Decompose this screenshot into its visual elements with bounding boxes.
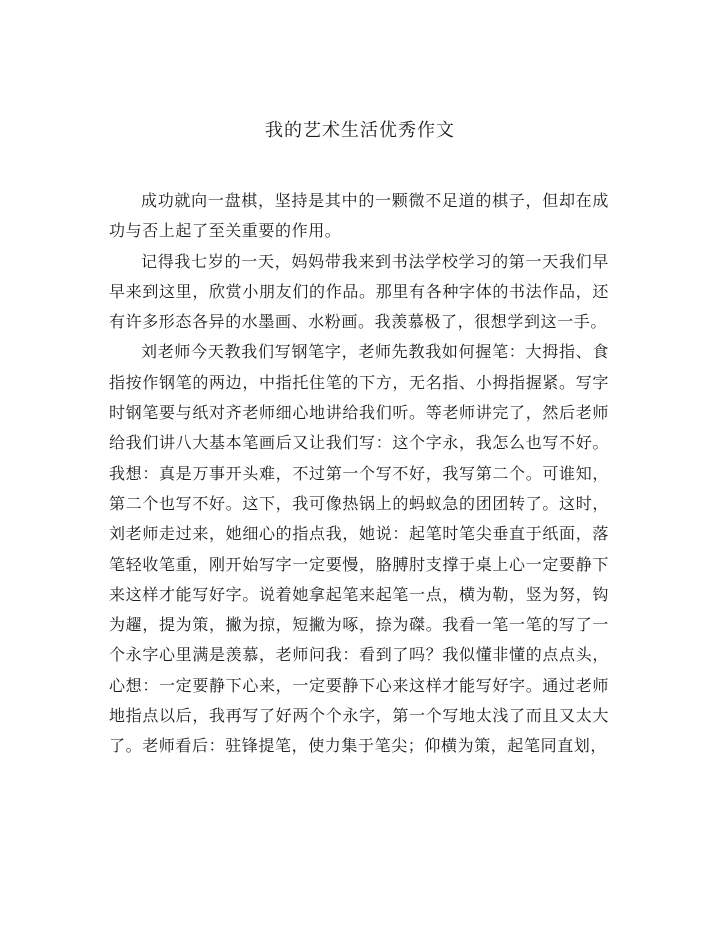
document-body xyxy=(109,186,609,762)
paragraph-2: 记得我七岁的一天，妈妈带我来到书法学校学习的第一天我们早早来到这里，欣赏小朋友们的作品。那里有各种字体的书法作品，还有许多形态各异的水墨画、水粉画。我羡慕极了，很想学到这一手。 xyxy=(109,251,609,332)
paragraph-3: 刘老师今天教我们写钢笔字，老师先教我如何握笔：大拇指、食指按作钢笔的两边，中指托住笔的下方，无名指、小拇指握紧。写字时钢笔要与纸对齐老师细心地讲给我们听。等老师讲完了，然后老师给我们讲八大基本笔画后又让我们写：这个字永，我怎么也写不好。我想：真是万事开头难，不过第一个写不好，我写第二个。可谁知，第二个也写不好。这下，我可像热锅上的蚂蚁急的团团转了。这时，刘老师走过来，她细心的指点我，她说：起笔时笔尖垂直于纸面，落笔轻收笔重，刚开始写字一定要慢，胳膊肘支撑于桌上心一定要静下来这样才能写好字。说着她拿起笔来起笔一点，横为勒，竖为努，钩为趯，提为策，撇为掠，短撇为啄，捺为磔。我看一笔一笔的写了一个永字心里满是羡慕，老师问我：看到了吗？我似懂非懂的点点头，心想：一定要静下心来，一定要静下心来这样才能写好字。通过老师地指点以后，我再写了好两个个永字，第一个写地太浅了而且又太大了。老师看后：驻锋提笔，使力集于笔尖；仰横为策，起笔同直划， xyxy=(109,342,609,756)
paragraph-1: 成功就向一盘棋，坚持是其中的一颗微不足道的棋子，但却在成功与否上起了至关重要的作用。 xyxy=(109,191,609,241)
document-title: 我的艺术生活优秀作文 xyxy=(265,120,455,141)
